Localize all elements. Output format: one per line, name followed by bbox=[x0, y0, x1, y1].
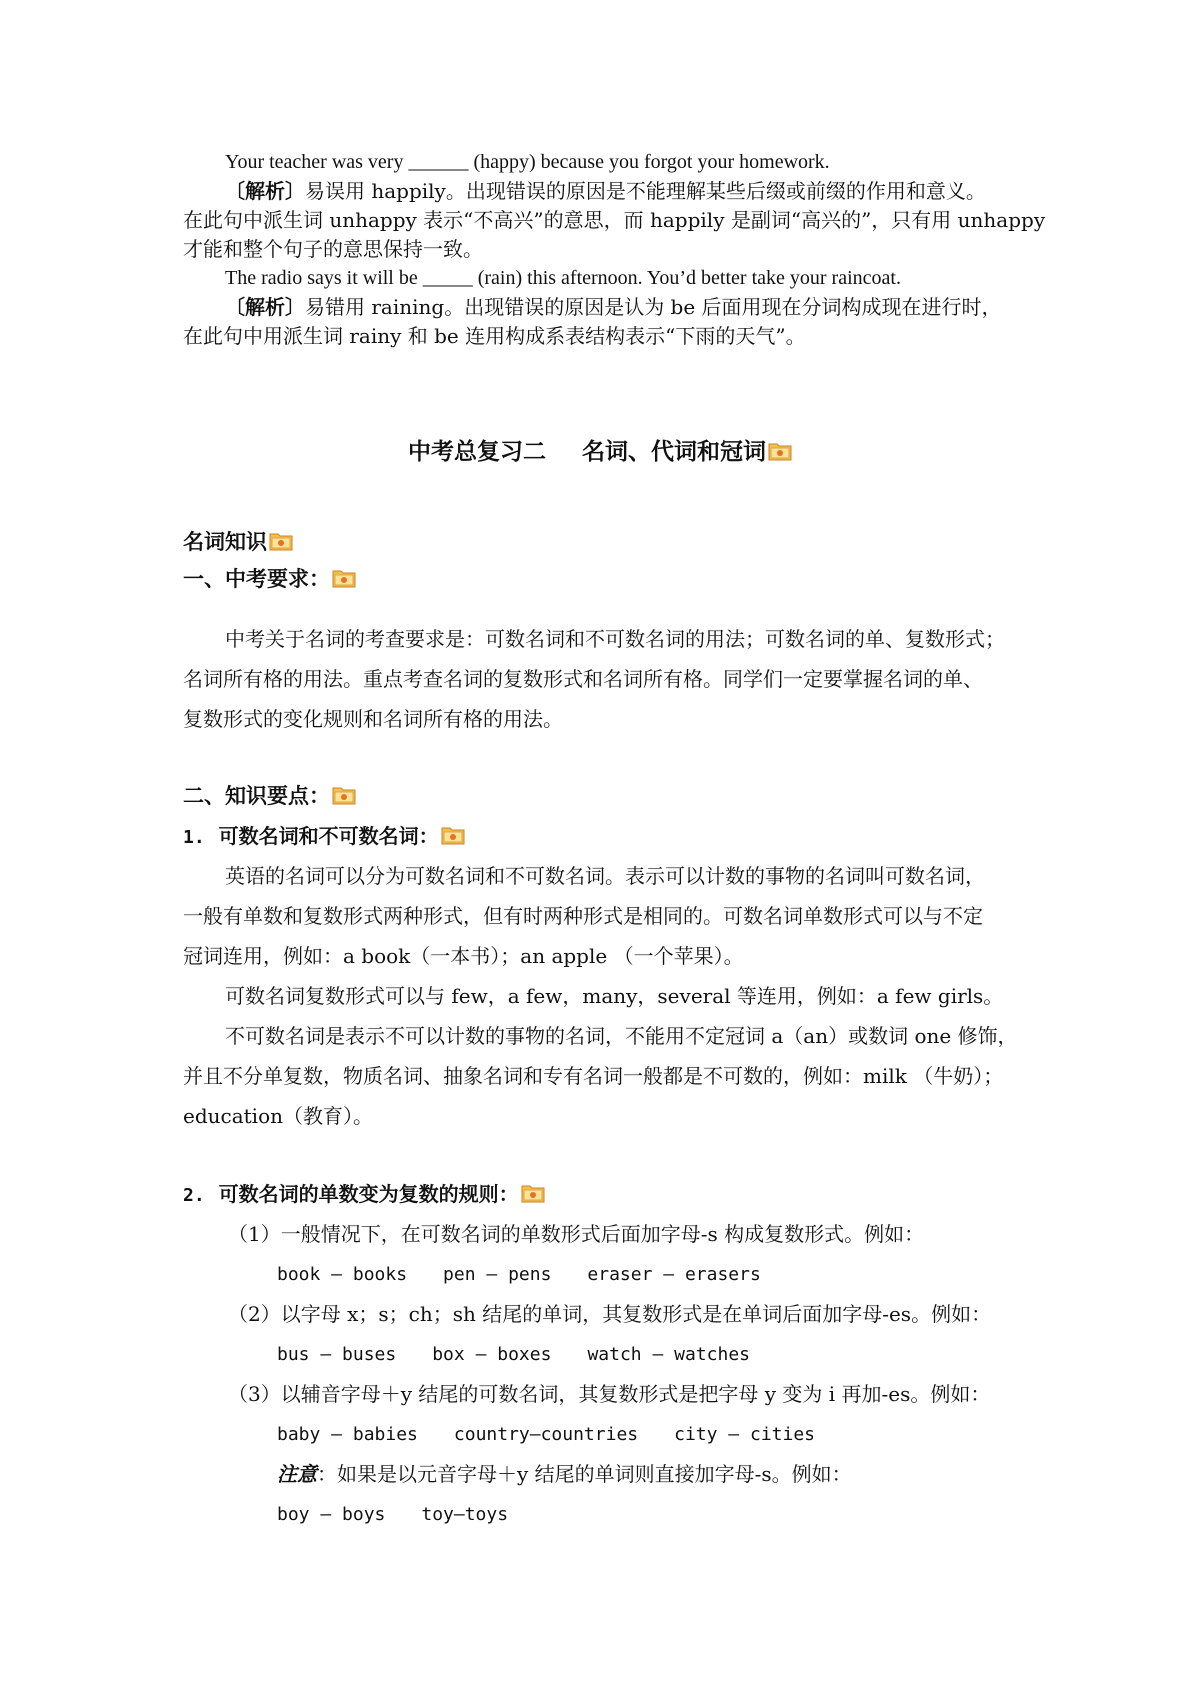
point-1-line-3: 冠词连用，例如：a book（一本书）；an apple （一个苹果）。 bbox=[183, 944, 744, 968]
folder-icon[interactable] bbox=[768, 441, 792, 461]
analysis-1-line-3: 才能和整个句子的意思保持一致。 bbox=[183, 237, 483, 261]
analysis-2-line-1 bbox=[225, 293, 1002, 321]
example-pair: eraser — erasers bbox=[587, 1264, 761, 1285]
analysis-1-text: 易误用 happily。出现错误的原因是不能理解某些后缀或前缀的作用和意义。 bbox=[305, 179, 986, 203]
chapter-title bbox=[0, 436, 1200, 468]
analysis-label: 〔解析〕 bbox=[225, 179, 305, 203]
analysis-label: 〔解析〕 bbox=[225, 295, 305, 319]
point-1-line-2: 一般有单数和复数形式两种形式，但有时两种形式是相同的。可数名词单数形式可以与不定 bbox=[183, 904, 983, 928]
rule-1-examples bbox=[277, 1261, 761, 1289]
example-pair: country—countries bbox=[453, 1424, 639, 1445]
rule-1: （1）一般情况下，在可数名词的单数形式后面加字母-s 构成复数形式。例如： bbox=[228, 1222, 925, 1246]
question-2: The radio says it will be _____ (rain) this afternoon. You’d better take your raincoat. bbox=[225, 267, 901, 289]
folder-icon[interactable] bbox=[332, 568, 356, 588]
note bbox=[277, 1460, 852, 1488]
heading-knowledge-points-label: 二、知识要点： bbox=[183, 783, 330, 808]
note-label: 注意 bbox=[277, 1462, 317, 1486]
example-pair: baby — babies bbox=[277, 1424, 418, 1445]
section-noun-knowledge-label: 名词知识 bbox=[183, 529, 267, 554]
requirements-line-3: 复数形式的变化规则和名词所有格的用法。 bbox=[183, 707, 563, 731]
example-pair: watch — watches bbox=[587, 1344, 750, 1365]
requirements-line-2: 名词所有格的用法。重点考查名词的复数形式和名词所有格。同学们一定要掌握名词的单、 bbox=[183, 667, 983, 691]
point-1-line-7: education（教育）。 bbox=[183, 1104, 373, 1128]
point-1-line-4: 可数名词复数形式可以与 few，a few，many，several 等连用，例如：a few girls。 bbox=[225, 984, 1004, 1008]
analysis-2-text: 易错用 raining。出现错误的原因是认为 be 后面用现在分词构成现在进行时， bbox=[305, 295, 1002, 319]
analysis-1-line-2: 在此句中派生词 unhappy 表示“不高兴”的意思，而 happily 是副词“高兴的”，只有用 unhappy bbox=[183, 208, 1046, 232]
folder-icon[interactable] bbox=[332, 785, 356, 805]
example-pair: city — cities bbox=[674, 1424, 816, 1445]
example-pair: bus — buses bbox=[277, 1344, 397, 1365]
point-1-title: 可数名词和不可数名词： bbox=[218, 824, 439, 848]
point-1-heading bbox=[183, 822, 465, 852]
point-1-line-6: 并且不分单复数，物质名词、抽象名词和专有名词一般都是不可数的，例如：milk （牛奶）； bbox=[183, 1064, 1004, 1088]
analysis-2-line-2: 在此句中用派生词 rainy 和 be 连用构成系表结构表示“下雨的天气”。 bbox=[183, 324, 806, 348]
point-2-heading bbox=[183, 1180, 545, 1210]
chapter-title-part-1: 中考总复习二 bbox=[408, 438, 546, 465]
folder-icon[interactable] bbox=[441, 825, 465, 845]
rule-2-examples bbox=[277, 1341, 750, 1369]
point-1-line-5: 不可数名词是表示不可以计数的事物的名词，不能用不定冠词 a（an）或数词 one 修饰， bbox=[225, 1024, 1018, 1048]
example-pair: box — boxes bbox=[432, 1344, 552, 1365]
example-pair: boy — boys bbox=[277, 1504, 386, 1525]
analysis-1-line-1 bbox=[225, 177, 986, 205]
example-pair: toy—toys bbox=[421, 1504, 509, 1525]
heading-knowledge-points bbox=[183, 782, 356, 810]
rule-3: （3）以辅音字母＋y 结尾的可数名词，其复数形式是把字母 y 变为 i 再加-es。例如： bbox=[228, 1382, 991, 1406]
note-examples bbox=[277, 1501, 508, 1529]
chapter-title-part-2: 名词、代词和冠词 bbox=[582, 438, 766, 465]
section-noun-knowledge bbox=[183, 528, 293, 556]
question-1: Your teacher was very ______ (happy) because you forgot your homework. bbox=[225, 151, 830, 173]
point-2-title: 可数名词的单数变为复数的规则： bbox=[218, 1182, 519, 1206]
heading-requirements-label: 一、中考要求： bbox=[183, 566, 330, 591]
point-1-line-1: 英语的名词可以分为可数名词和不可数名词。表示可以计数的事物的名词叫可数名词， bbox=[225, 864, 985, 888]
folder-icon[interactable] bbox=[269, 531, 293, 551]
heading-requirements bbox=[183, 565, 356, 593]
point-2-number: 2. bbox=[183, 1185, 205, 1206]
note-text: ：如果是以元音字母＋y 结尾的单词则直接加字母-s。例如： bbox=[317, 1462, 852, 1486]
requirements-line-1: 中考关于名词的考查要求是：可数名词和不可数名词的用法；可数名词的单、复数形式； bbox=[225, 627, 1005, 651]
example-pair: pen — pens bbox=[443, 1264, 552, 1285]
rule-2: （2）以字母 x；s；ch；sh 结尾的单词，其复数形式是在单词后面加字母-es。例如： bbox=[228, 1302, 992, 1326]
example-pair: book — books bbox=[277, 1264, 408, 1285]
point-1-number: 1. bbox=[183, 827, 205, 848]
folder-icon[interactable] bbox=[521, 1183, 545, 1203]
rule-3-examples bbox=[277, 1421, 815, 1449]
